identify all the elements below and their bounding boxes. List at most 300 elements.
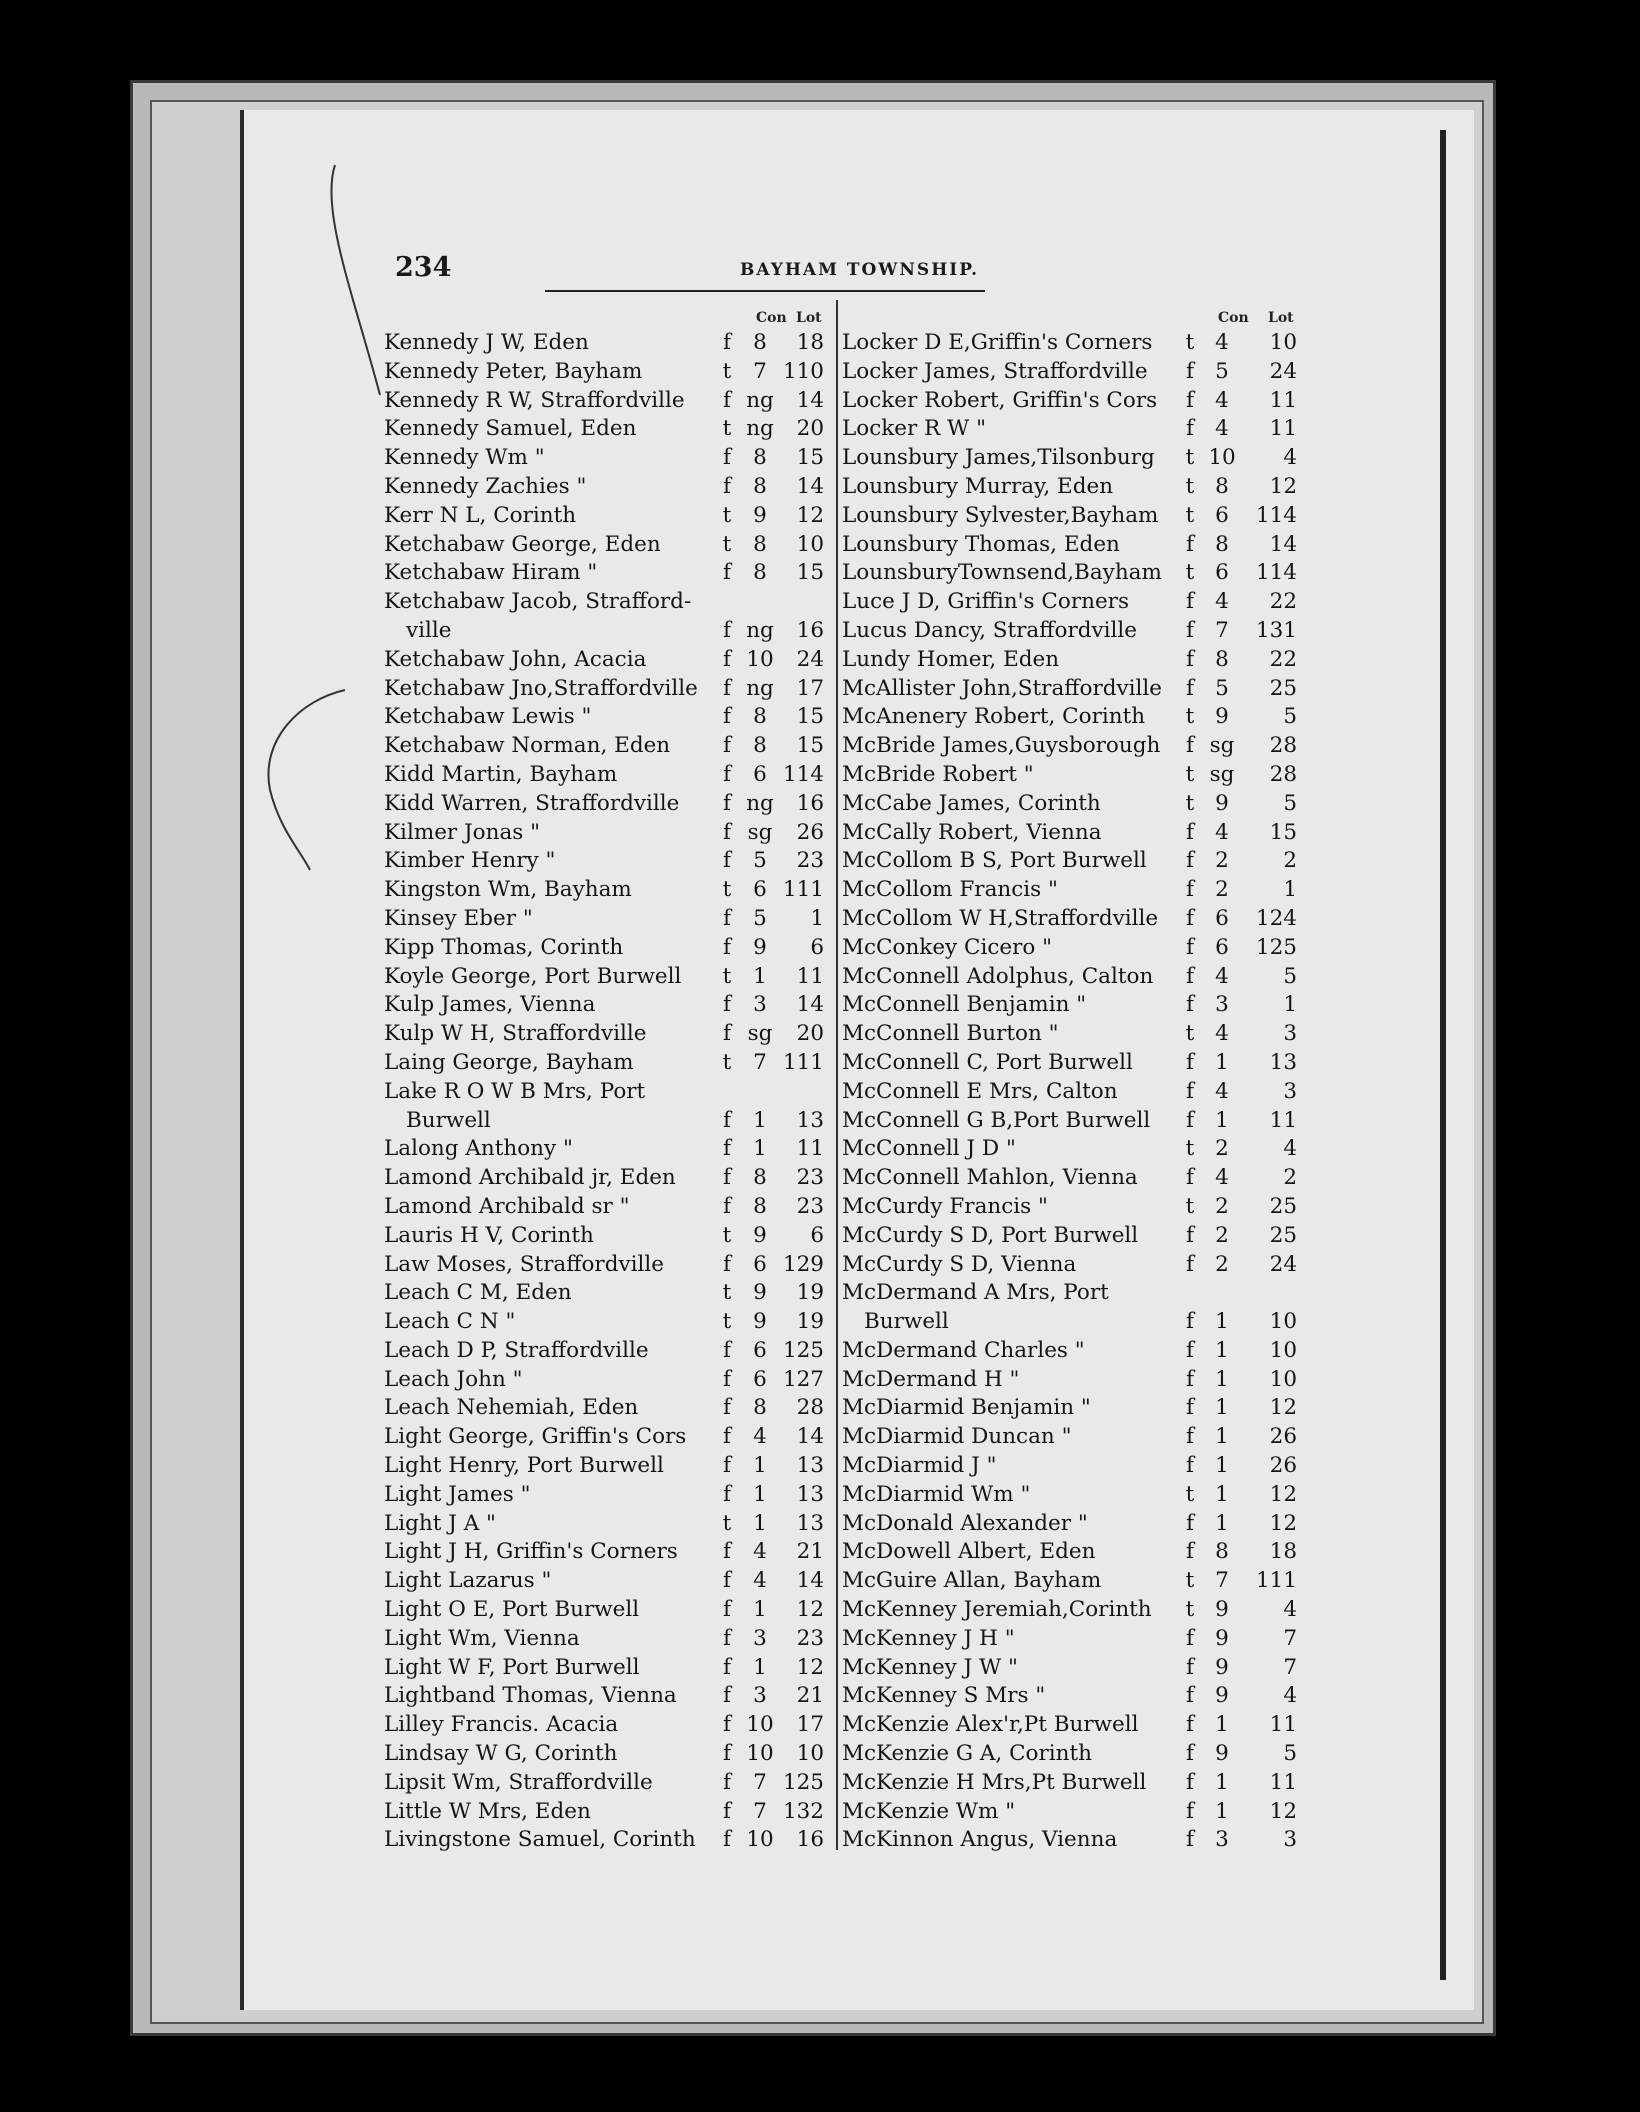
entry-type: f [723, 646, 731, 672]
entry-type: f [1186, 358, 1194, 384]
directory-entry [842, 848, 1312, 877]
directory-entry [384, 820, 834, 849]
entry-name: Koyle George, Port Burwell [384, 963, 682, 989]
entry-lot: 23 [796, 1165, 824, 1191]
entry-name: McCabe James, Corinth [842, 790, 1101, 816]
entry-con: sg [747, 1021, 773, 1047]
entry-name: Lightband Thomas, Vienna [384, 1683, 677, 1709]
entry-con: 4 [1215, 1021, 1229, 1047]
directory-entry [384, 1712, 834, 1741]
entry-con: 9 [1215, 704, 1229, 730]
directory-entry [384, 532, 834, 561]
entry-lot: 23 [796, 1193, 824, 1219]
entry-con: 8 [753, 445, 767, 471]
entry-type: f [1186, 531, 1194, 557]
entry-lot: 13 [796, 1481, 824, 1507]
entry-con: 7 [753, 1769, 767, 1795]
entry-name: McCurdy Francis " [842, 1193, 1048, 1219]
entry-con: 8 [1215, 531, 1229, 557]
entry-lot: 7 [1283, 1654, 1297, 1680]
entry-type: f [1186, 1712, 1194, 1738]
entry-type: f [723, 473, 731, 499]
entry-type: f [1186, 1107, 1194, 1133]
entry-con: 3 [753, 1683, 767, 1709]
entry-name: Lalong Anthony " [384, 1136, 573, 1162]
entry-type: f [723, 1769, 731, 1795]
entry-con: 10 [746, 1712, 774, 1738]
entry-con: 4 [1215, 416, 1229, 442]
entry-con: 1 [1215, 1366, 1229, 1392]
entry-name: Kidd Warren, Straffordville [384, 790, 680, 816]
entry-name: McCollom W H,Straffordville [842, 905, 1159, 931]
entry-con: 4 [1215, 387, 1229, 413]
directory-entry [842, 1395, 1312, 1424]
entry-name: McDiarmid Duncan " [842, 1424, 1072, 1450]
entry-name: Luce J D, Griffin's Corners [842, 589, 1129, 615]
entry-lot: 11 [796, 963, 824, 989]
entry-type: t [1185, 1021, 1195, 1047]
entry-type: t [1185, 1481, 1195, 1507]
entry-con: 4 [1215, 1165, 1229, 1191]
entry-name: McKinnon Angus, Vienna [842, 1827, 1118, 1853]
entry-type: t [722, 1049, 732, 1075]
con-header: Con [756, 310, 787, 326]
entry-type: t [1185, 1597, 1195, 1623]
entry-con: 10 [746, 1741, 774, 1767]
entry-con: 1 [1215, 1309, 1229, 1335]
entry-type: f [723, 1539, 731, 1565]
entry-lot: 14 [1269, 531, 1297, 557]
entry-name: McDiarmid Wm " [842, 1481, 1031, 1507]
entry-name: McKenney J H " [842, 1625, 1015, 1651]
entry-con: 6 [753, 877, 767, 903]
entry-type: f [1186, 819, 1194, 845]
entry-type: f [1186, 934, 1194, 960]
entry-con: 1 [1215, 1510, 1229, 1536]
entry-con: 1 [1215, 1107, 1229, 1133]
entry-lot: 25 [1269, 675, 1297, 701]
entry-lot: 5 [1283, 963, 1297, 989]
entry-type: t [1185, 502, 1195, 528]
directory-entry [384, 992, 834, 1021]
entry-name: McKenzie H Mrs,Pt Burwell [842, 1769, 1147, 1795]
entry-type: f [1186, 1366, 1194, 1392]
directory-entry [842, 503, 1312, 532]
entry-name: Kennedy Peter, Bayham [384, 358, 643, 384]
column-divider [836, 300, 838, 1850]
entry-type: f [1186, 1683, 1194, 1709]
entry-con: 7 [753, 358, 767, 384]
entry-name: Lounsbury Thomas, Eden [842, 531, 1120, 557]
entry-name: McDowell Albert, Eden [842, 1539, 1096, 1565]
entry-lot: 11 [1269, 1712, 1297, 1738]
directory-entry [384, 1108, 834, 1137]
entry-con: 1 [1215, 1395, 1229, 1421]
entry-con: ng [746, 617, 774, 643]
entry-type: f [1186, 733, 1194, 759]
directory-entry [384, 848, 834, 877]
entry-lot: 12 [796, 502, 824, 528]
entry-lot: 114 [782, 761, 824, 787]
directory-entry [842, 1827, 1312, 1856]
entry-type: f [723, 1625, 731, 1651]
entry-lot: 125 [782, 1769, 824, 1795]
entry-name: Kulp W H, Straffordville [384, 1021, 647, 1047]
directory-entry [384, 330, 834, 359]
entry-type: f [723, 1453, 731, 1479]
entry-type: f [723, 790, 731, 816]
entry-con: 5 [1215, 358, 1229, 384]
entry-type: f [723, 1827, 731, 1853]
entry-lot: 17 [796, 1712, 824, 1738]
entry-con: 9 [1215, 1597, 1229, 1623]
directory-entry [384, 1655, 834, 1684]
directory-entry [384, 1770, 834, 1799]
entry-name: Burwell [864, 1309, 949, 1335]
entry-lot: 1 [810, 905, 824, 931]
entry-name: Little W Mrs, Eden [384, 1798, 591, 1824]
directory-entry [842, 1511, 1312, 1540]
entry-lot: 3 [1283, 1021, 1297, 1047]
directory-entry [384, 1280, 834, 1309]
directory-entry [842, 560, 1312, 589]
entry-lot: 10 [796, 1741, 824, 1767]
entry-con: 3 [1215, 992, 1229, 1018]
entry-type: f [723, 1597, 731, 1623]
entry-lot: 14 [796, 992, 824, 1018]
entry-lot: 11 [1269, 387, 1297, 413]
directory-entry [842, 1280, 1312, 1309]
right-entries [842, 330, 1312, 1856]
entry-con: ng [746, 675, 774, 701]
entry-lot: 5 [1283, 1741, 1297, 1767]
directory-entry [384, 964, 834, 993]
entry-name: Kimber Henry " [384, 848, 556, 874]
directory-entry [842, 791, 1312, 820]
entry-type: f [1186, 1222, 1194, 1248]
column-header [842, 308, 1312, 330]
entry-name: Leach Nehemiah, Eden [384, 1395, 639, 1421]
entry-con: 6 [1215, 934, 1229, 960]
entry-lot: 114 [1255, 502, 1297, 528]
entry-type: t [722, 416, 732, 442]
directory-entry [384, 1626, 834, 1655]
entry-name: Kipp Thomas, Corinth [384, 934, 624, 960]
directory-entry [842, 618, 1312, 647]
entry-con: 4 [1215, 963, 1229, 989]
entry-type: f [723, 905, 731, 931]
entry-type: t [722, 1280, 732, 1306]
entry-con: 1 [753, 1136, 767, 1162]
lot-header: Lot [1268, 310, 1294, 326]
directory-entry [842, 1453, 1312, 1482]
entry-con: 5 [753, 905, 767, 931]
entry-con: 8 [753, 560, 767, 586]
right-column [842, 308, 1312, 1856]
entry-name: LounsburyTownsend,Bayham [842, 560, 1162, 586]
entry-name: Law Moses, Straffordville [384, 1251, 664, 1277]
entry-con: 1 [753, 1597, 767, 1623]
entry-name: McDiarmid Benjamin " [842, 1395, 1091, 1421]
entry-lot: 16 [796, 790, 824, 816]
entry-con: 1 [753, 963, 767, 989]
entry-lot: 24 [796, 646, 824, 672]
entry-type: f [723, 1481, 731, 1507]
directory-entry [842, 1309, 1312, 1338]
entry-lot: 18 [796, 330, 824, 355]
directory-entry [384, 503, 834, 532]
con-header: Con [1218, 310, 1249, 326]
entry-lot: 26 [1269, 1424, 1297, 1450]
entry-type: f [723, 1741, 731, 1767]
entry-name: McBride James,Guysborough [842, 733, 1161, 759]
entry-name: Kidd Martin, Bayham [384, 761, 618, 787]
entry-lot: 111 [782, 877, 824, 903]
entry-con: 6 [753, 1366, 767, 1392]
entry-type: f [1186, 1395, 1194, 1421]
entry-type: f [723, 761, 731, 787]
directory-entry [842, 1568, 1312, 1597]
page-number: 234 [395, 252, 452, 283]
entry-lot: 10 [1269, 1366, 1297, 1392]
directory-entry [384, 445, 834, 474]
entry-con: 1 [753, 1481, 767, 1507]
entry-con: sg [1209, 761, 1235, 787]
entry-type: f [723, 934, 731, 960]
entry-name: Lilley Francis. Acacia [384, 1712, 619, 1738]
entry-name: McKenney S Mrs " [842, 1683, 1046, 1709]
entry-con: 7 [1215, 1568, 1229, 1594]
entry-con: 1 [1215, 1049, 1229, 1075]
entry-type: f [1186, 646, 1194, 672]
entry-name: McConnell J D " [842, 1136, 1016, 1162]
entry-lot: 114 [1255, 560, 1297, 586]
entry-type: f [1186, 992, 1194, 1018]
directory-entry [842, 1079, 1312, 1108]
directory-entry [842, 589, 1312, 618]
entry-lot: 18 [1269, 1539, 1297, 1565]
entry-lot: 6 [810, 1222, 824, 1248]
entry-con: 1 [753, 1654, 767, 1680]
entry-lot: 4 [1283, 1683, 1297, 1709]
entry-con: 8 [753, 330, 767, 355]
entry-con: 4 [1215, 330, 1229, 355]
entry-lot: 12 [796, 1654, 824, 1680]
directory-entry [384, 1827, 834, 1856]
entry-type: f [1186, 387, 1194, 413]
entry-lot: 13 [796, 1510, 824, 1536]
entry-con: 2 [1215, 1136, 1229, 1162]
entry-type: f [1186, 1165, 1194, 1191]
entry-name: Light J A " [384, 1510, 496, 1536]
entry-lot: 127 [782, 1366, 824, 1392]
entry-type: f [723, 1366, 731, 1392]
entry-lot: 23 [796, 848, 824, 874]
entry-con: 9 [753, 934, 767, 960]
entry-type: f [1186, 848, 1194, 874]
directory-entry [842, 1741, 1312, 1770]
entry-con: 8 [753, 1193, 767, 1219]
entry-con: 8 [753, 704, 767, 730]
entry-type: f [723, 1395, 731, 1421]
directory-entry [842, 704, 1312, 733]
page-header [395, 252, 980, 292]
entry-lot: 14 [796, 387, 824, 413]
directory-entry [842, 964, 1312, 993]
entry-lot: 125 [1255, 934, 1297, 960]
entry-name: Kennedy R W, Straffordville [384, 387, 685, 413]
entry-lot: 2 [1283, 848, 1297, 874]
entry-name: Kennedy Samuel, Eden [384, 416, 637, 442]
entry-lot: 24 [1269, 1251, 1297, 1277]
entry-lot: 26 [796, 819, 824, 845]
entry-name: Livingstone Samuel, Corinth [384, 1827, 696, 1853]
entry-lot: 24 [1269, 358, 1297, 384]
entry-con: ng [746, 416, 774, 442]
entry-type: f [723, 733, 731, 759]
entry-type: f [723, 1798, 731, 1824]
directory-entry [384, 359, 834, 388]
entry-type: t [1185, 1568, 1195, 1594]
entry-lot: 16 [796, 617, 824, 643]
directory-entry [384, 1539, 834, 1568]
entry-name: Kulp James, Vienna [384, 992, 596, 1018]
entry-name: Light O E, Port Burwell [384, 1597, 640, 1623]
directory-entry [842, 1223, 1312, 1252]
directory-entry [384, 560, 834, 589]
entry-name: Kingston Wm, Bayham [384, 877, 632, 903]
entry-lot: 15 [796, 560, 824, 586]
directory-entry [842, 359, 1312, 388]
entry-type: t [1185, 445, 1195, 471]
entry-lot: 14 [796, 473, 824, 499]
entry-lot: 124 [1255, 905, 1297, 931]
entry-lot: 12 [1269, 1481, 1297, 1507]
directory-entry [842, 1367, 1312, 1396]
directory-entry [384, 1453, 834, 1482]
directory-entry [842, 1683, 1312, 1712]
entry-con: sg [747, 819, 773, 845]
entry-type: f [723, 1136, 731, 1162]
directory-entry [384, 618, 834, 647]
entry-type: f [723, 848, 731, 874]
entry-name: McKenney Jeremiah,Corinth [842, 1597, 1152, 1623]
entry-lot: 13 [796, 1107, 824, 1133]
entry-type: f [1186, 877, 1194, 903]
directory-entry [842, 1136, 1312, 1165]
left-entries [384, 330, 834, 1856]
entry-type: f [1186, 1539, 1194, 1565]
directory-entry [842, 1021, 1312, 1050]
entry-lot: 25 [1269, 1193, 1297, 1219]
entry-con: 3 [1215, 1827, 1229, 1853]
directory-entry [842, 532, 1312, 561]
entry-name: Lundy Homer, Eden [842, 646, 1060, 672]
entry-name: Kennedy Zachies " [384, 473, 587, 499]
entry-name: Leach C N " [384, 1309, 516, 1335]
entry-lot: 111 [1255, 1568, 1297, 1594]
entry-type: t [722, 531, 732, 557]
entry-type: f [1186, 589, 1194, 615]
entry-con: ng [746, 387, 774, 413]
entry-name: Lamond Archibald jr, Eden [384, 1165, 676, 1191]
entry-lot: 25 [1269, 1222, 1297, 1248]
entry-name: Leach D P, Straffordville [384, 1337, 649, 1363]
entry-name: McConnell Adolphus, Calton [842, 963, 1154, 989]
entry-lot: 26 [1269, 1453, 1297, 1479]
entry-name: Light James " [384, 1481, 531, 1507]
directory-entry [384, 906, 834, 935]
directory-entry [842, 1655, 1312, 1684]
entry-type: f [1186, 675, 1194, 701]
directory-entry [384, 388, 834, 417]
entry-con: 2 [1215, 1251, 1229, 1277]
entry-name: Kilmer Jonas " [384, 819, 541, 845]
entry-type: t [722, 1510, 732, 1536]
entry-type: t [722, 1222, 732, 1248]
entry-type: t [1185, 1193, 1195, 1219]
entry-lot: 14 [796, 1568, 824, 1594]
header-rule [545, 290, 985, 292]
entry-name: McGuire Allan, Bayham [842, 1568, 1102, 1594]
entry-type: f [723, 704, 731, 730]
directory-entry [384, 733, 834, 762]
entry-lot: 110 [782, 358, 824, 384]
entry-lot: 7 [1283, 1625, 1297, 1651]
entry-name: McDermand Charles " [842, 1337, 1085, 1363]
directory-entry [842, 762, 1312, 791]
entry-con: ng [746, 790, 774, 816]
entry-con: 1 [1215, 1798, 1229, 1824]
entry-con: 3 [753, 992, 767, 1018]
entry-name: McAnenery Robert, Corinth [842, 704, 1146, 730]
entry-name: McAllister John,Straffordville [842, 675, 1163, 701]
entry-con: 4 [753, 1568, 767, 1594]
entry-type: f [723, 1251, 731, 1277]
entry-name: Ketchabaw George, Eden [384, 531, 661, 557]
directory-entry [384, 935, 834, 964]
entry-type: t [1185, 704, 1195, 730]
entry-lot: 5 [1283, 790, 1297, 816]
directory-entry [384, 416, 834, 445]
directory-entry [384, 1683, 834, 1712]
entry-type: t [1185, 473, 1195, 499]
entry-con: 8 [753, 1165, 767, 1191]
directory-entry [384, 1309, 834, 1338]
directory-entry [842, 1338, 1312, 1367]
entry-con: 1 [1215, 1453, 1229, 1479]
directory-entry [384, 1741, 834, 1770]
entry-lot: 15 [1269, 819, 1297, 845]
directory-entry [842, 1424, 1312, 1453]
entry-type: f [723, 992, 731, 1018]
entry-name: McKenney J W " [842, 1654, 1018, 1680]
entry-lot: 10 [1269, 1309, 1297, 1335]
column-header [384, 308, 834, 330]
entry-name: McKenzie Alex'r,Pt Burwell [842, 1712, 1139, 1738]
entry-type: f [1186, 1309, 1194, 1335]
lot-header: Lot [796, 310, 822, 326]
directory-entry [384, 1338, 834, 1367]
directory-entry [842, 647, 1312, 676]
directory-entry [842, 906, 1312, 935]
directory-entry [384, 1050, 834, 1079]
directory-entry [384, 1021, 834, 1050]
directory-entry [842, 1712, 1312, 1741]
entry-type: t [722, 1309, 732, 1335]
directory-entry [384, 877, 834, 906]
entry-con: 4 [1215, 1078, 1229, 1104]
